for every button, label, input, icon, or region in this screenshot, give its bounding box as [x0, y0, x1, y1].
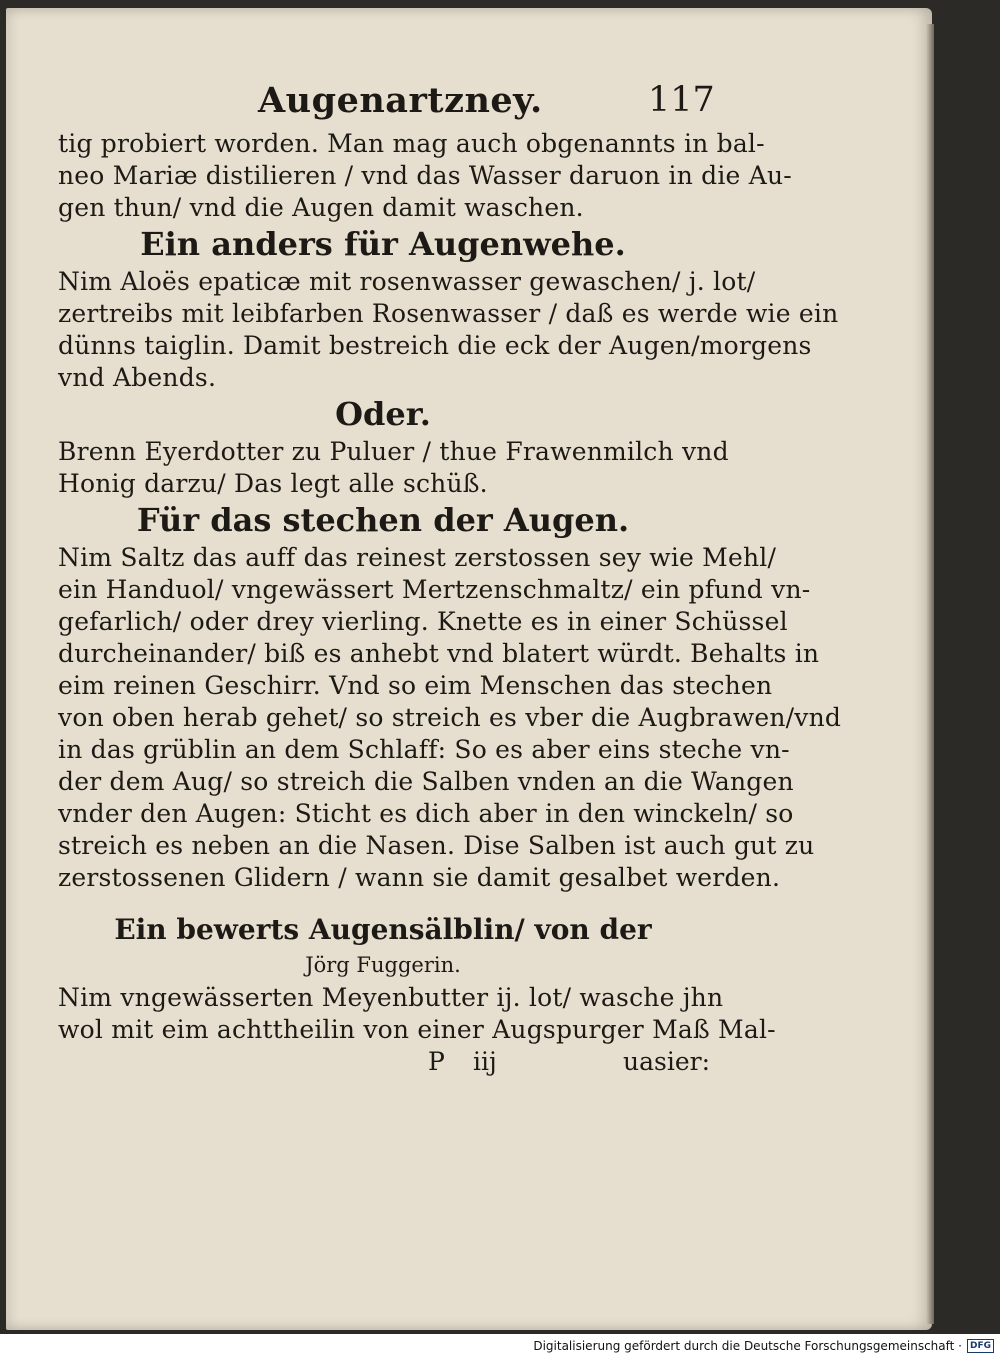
running-head [58, 80, 715, 128]
text-line: zertreibs mit leibfarben Rosenwasser / daß es werde wie ein [58, 299, 839, 328]
text-line: in das grüblin an dem Schlaff: So es aber eins steche vn- [58, 735, 790, 764]
section-heading: Ein bewerts Augensälblin/ von der [114, 913, 652, 946]
recipe-paragraph [58, 266, 839, 394]
text-line: durcheinander/ biß es anhebt vnd blatert würdt. Behalts in [58, 639, 820, 668]
section-heading: Ein anders für Augenwehe. [140, 225, 626, 263]
text-line: tig probiert worden. Man mag auch obgenannts in bal- [58, 129, 765, 158]
running-head-title: Augenartzney. [258, 80, 543, 121]
text-line: Brenn Eyerdotter zu Puluer / thue Frawenmilch vnd [58, 437, 729, 466]
text-line: gefarlich/ oder drey vierling. Knette es in einer Schüssel [58, 607, 788, 636]
text-line: wol mit eim achttheilin von einer Augspurger Maß Mal- [58, 1015, 776, 1044]
text-line: vnd Abends. [58, 363, 217, 392]
digitization-credit [533, 1339, 994, 1353]
intro-paragraph [58, 128, 792, 224]
credit-text: Digitalisierung gefördert durch die Deutsche Forschungsgemeinschaft · [533, 1339, 962, 1353]
recipe-paragraph [58, 982, 776, 1046]
page-edge [926, 24, 934, 1324]
text-line: Nim vngewässerten Meyenbutter ij. lot/ wasche jhn [58, 983, 724, 1012]
text-line: Nim Aloës epaticæ mit rosenwasser gewaschen/ j. lot/ [58, 267, 756, 296]
section-subheading: Jörg Fuggerin. [305, 953, 461, 977]
text-line: eim reinen Geschirr. Vnd so eim Menschen das stechen [58, 671, 773, 700]
signature-number: iij [473, 1047, 497, 1076]
signature-line [58, 1046, 708, 1080]
section-heading: Für das stechen der Augen. [136, 501, 630, 539]
section-heading: Oder. [335, 395, 431, 433]
text-line: von oben herab gehet/ so streich es vber die Augbrawen/vnd [58, 703, 842, 732]
text-line: Nim Saltz das auff das reinest zerstossen sey wie Mehl/ [58, 543, 777, 572]
catchword: uasier: [623, 1047, 710, 1076]
text-line: gen thun/ vnd die Augen damit waschen. [58, 193, 584, 222]
signature-mark: P [428, 1047, 445, 1076]
text-line: ein Handuol/ vngewässert Mertzenschmaltz/ ein pfund vn- [58, 575, 811, 604]
text-line: vnder den Augen: Sticht es dich aber in den winckeln/ so [58, 799, 794, 828]
recipe-paragraph [58, 542, 842, 894]
text-line: zerstossenen Glidern / wann sie damit gesalbet werden. [58, 863, 781, 892]
text-line: der dem Aug/ so streich die Salben vnden an die Wangen [58, 767, 794, 796]
page-number: 117 [648, 80, 715, 120]
page-text [58, 80, 842, 1080]
text-line: neo Mariæ distilieren / vnd das Wasser daruon in die Au- [58, 161, 792, 190]
text-line: Honig darzu/ Das legt alle schüß. [58, 469, 488, 498]
text-line: streich es neben an die Nasen. Dise Salben ist auch gut zu [58, 831, 815, 860]
text-line: dünns taiglin. Damit bestreich die eck der Augen/morgens [58, 331, 812, 360]
dfg-logo-icon: DFG [967, 1339, 994, 1353]
recipe-paragraph [58, 436, 729, 500]
